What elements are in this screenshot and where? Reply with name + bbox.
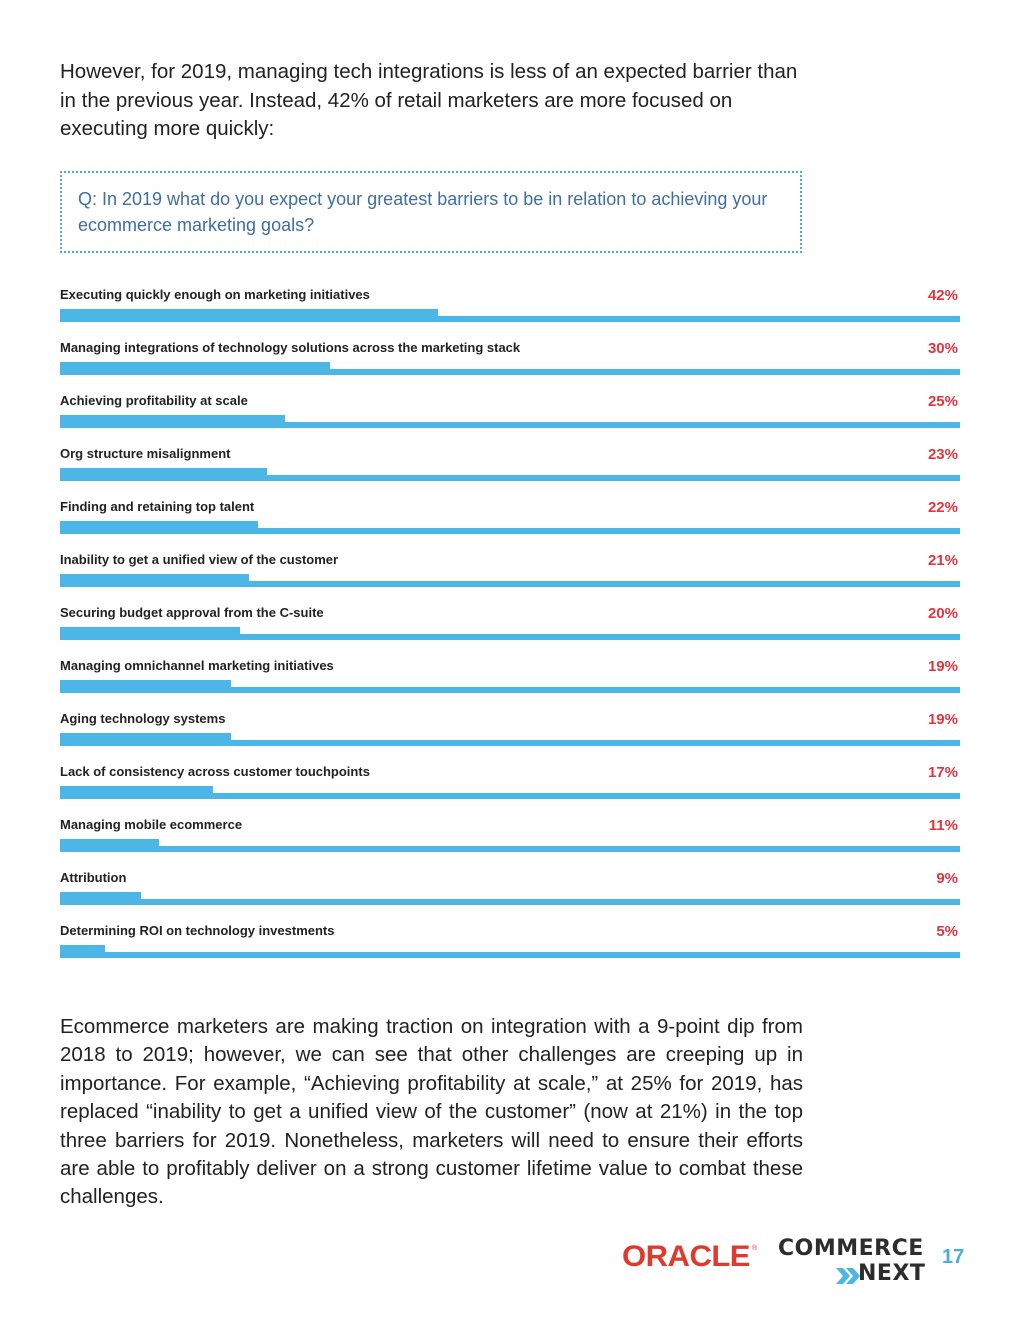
oracle-logo — [622, 1240, 762, 1272]
bar-track — [60, 687, 960, 693]
bar-row — [60, 706, 960, 746]
bar-row — [60, 547, 960, 587]
page-number: 17 — [942, 1246, 965, 1268]
bar-row — [60, 600, 960, 640]
bar-track — [60, 634, 960, 640]
bar-label: Attribution — [60, 870, 127, 885]
bar-row — [60, 653, 960, 693]
bar-row — [60, 812, 960, 852]
barriers-bar-chart — [60, 282, 960, 972]
svg-text:ORACLE: ORACLE — [622, 1240, 750, 1272]
bar-value-label: 22% — [927, 499, 958, 516]
bar-track — [60, 899, 960, 905]
bar-row — [60, 918, 960, 958]
intro-paragraph: However, for 2019, managing tech integrations is less of an expected barrier than in the previous year. Instead, 42% of retail marketers are more focused on executing more quickly: — [60, 60, 798, 140]
bar-value-label: 25% — [927, 393, 958, 410]
survey-question-text: Q: In 2019 what do you expect your greatest barriers to be in relation to achieving your ecommerce marketing goals? — [78, 189, 768, 235]
bar-label: Securing budget approval from the C-suite — [60, 605, 324, 620]
bar-value-label: 42% — [927, 287, 958, 304]
bar-track — [60, 475, 960, 481]
bar-row — [60, 335, 960, 375]
body-paragraph: Ecommerce marketers are making traction on integration with a 9-point dip from 2018 to 2019; however, we can see that other challenges are creeping up in importance. For example, “Achieving profitability at scale,” at 25% for 2019, has replaced “inability to get a unified view of the customer” (now at 21%) in the top three barriers for 2019. Nonetheless, marketers will need to ensure their efforts are able to profitably deliver on a strong customer lifetime value to combat these challenges. — [60, 1015, 803, 1209]
commerce-next-logo — [778, 1236, 928, 1296]
bar-label: Inability to get a unified view of the customer — [60, 552, 339, 567]
commerce-logo-text: COMMERCE — [778, 1236, 924, 1261]
bar-value-label: 23% — [927, 446, 958, 463]
bar-row — [60, 494, 960, 534]
bar-label: Aging technology systems — [60, 711, 226, 726]
bar-track — [60, 369, 960, 375]
page-footer — [0, 1230, 1020, 1300]
bar-track — [60, 581, 960, 587]
bar-track — [60, 793, 960, 799]
bar-label: Lack of consistency across customer touchpoints — [60, 764, 370, 779]
svg-text:®: ® — [752, 1245, 758, 1252]
bar-label: Determining ROI on technology investments — [60, 923, 335, 938]
bar-track — [60, 422, 960, 428]
bar-value-label: 5% — [936, 923, 958, 940]
bar-value-label: 21% — [927, 552, 958, 569]
survey-question-box — [60, 171, 802, 253]
bar-value-label: 17% — [927, 764, 958, 781]
bar-track — [60, 316, 960, 322]
bar-track — [60, 952, 960, 958]
bar-label: Managing omnichannel marketing initiatives — [60, 658, 334, 673]
bar-row — [60, 441, 960, 481]
bar-row — [60, 388, 960, 428]
bar-value-label: 9% — [936, 870, 958, 887]
bar-label: Org structure misalignment — [60, 446, 231, 461]
bar-row — [60, 865, 960, 905]
bar-track — [60, 846, 960, 852]
next-logo-text: NEXT — [858, 1261, 926, 1286]
bar-row — [60, 282, 960, 322]
bar-value-label: 11% — [928, 817, 958, 834]
bar-value-label: 30% — [927, 340, 958, 357]
bar-value-label: 19% — [927, 711, 958, 728]
bar-label: Managing mobile ecommerce — [60, 817, 243, 832]
bar-track — [60, 528, 960, 534]
bar-label: Executing quickly enough on marketing initiatives — [60, 287, 370, 302]
bar-track — [60, 740, 960, 746]
bar-row — [60, 759, 960, 799]
bar-label: Achieving profitability at scale — [60, 393, 248, 408]
bar-value-label: 19% — [927, 658, 958, 675]
bar-label: Managing integrations of technology solutions across the marketing stack — [60, 340, 521, 355]
bar-value-label: 20% — [927, 605, 958, 622]
bar-label: Finding and retaining top talent — [60, 499, 255, 514]
